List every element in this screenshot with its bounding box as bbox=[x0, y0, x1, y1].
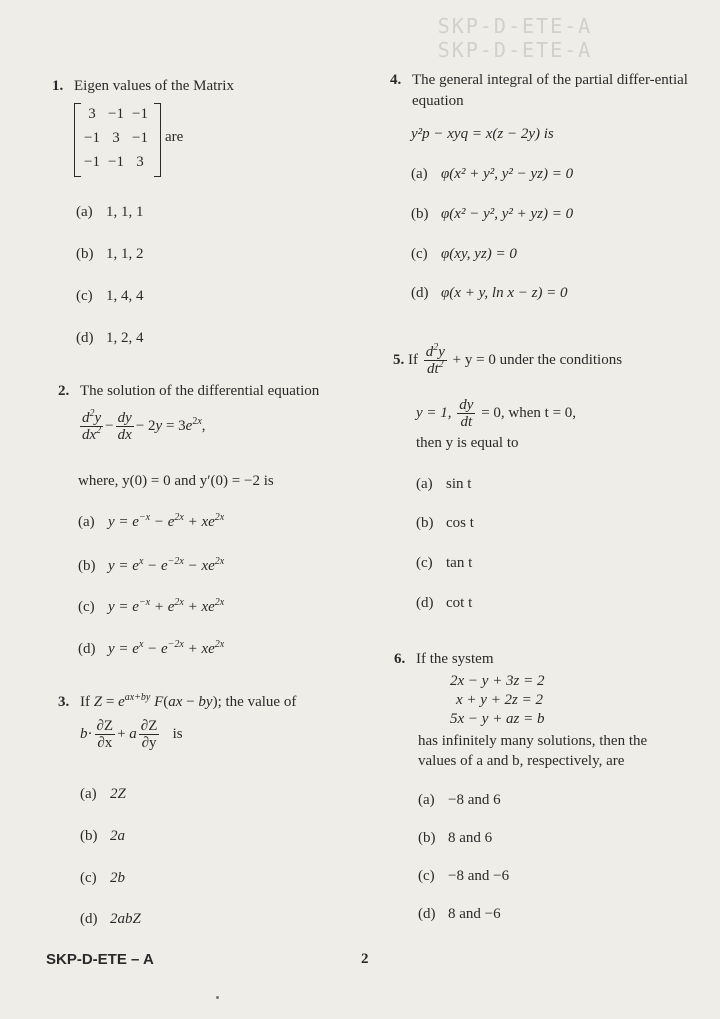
option-3c[interactable]: (c) 2b bbox=[80, 870, 125, 886]
question-5: 5. If $\frac{d^2y}{dt^2}$ + y = 0 under the conditions bbox=[393, 342, 623, 377]
system-equation-3: 5x − y + az = b bbox=[450, 711, 545, 727]
matrix-cell: −1 bbox=[84, 154, 100, 170]
pde-equation: y²p − xyq = x(z − 2y) is bbox=[411, 126, 554, 142]
option-2a[interactable]: (a) $y = e^{-x} - e^{2x} + xe^{2x}$ bbox=[78, 512, 225, 530]
matrix-cell: 3 bbox=[112, 130, 120, 146]
option-1c[interactable]: (c) 1, 4, 4 bbox=[76, 288, 144, 304]
matrix-cell: −1 bbox=[132, 130, 148, 146]
question-1 bbox=[52, 76, 352, 97]
eigen-matrix bbox=[80, 104, 152, 172]
question-6 bbox=[394, 649, 694, 670]
matrix-cell: −1 bbox=[108, 154, 124, 170]
option-4c[interactable]: (c) φ(xy, yz) = 0 bbox=[411, 246, 517, 262]
matrix-cell: −1 bbox=[84, 130, 100, 146]
faded-header-watermark: SKP-D-ETE-A SKP-D-ETE-A bbox=[437, 14, 593, 62]
option-1d[interactable]: (d) 1, 2, 4 bbox=[76, 330, 144, 346]
option-4d[interactable]: (d) φ(x + y, ln x − z) = 0 bbox=[411, 285, 568, 301]
option-5a[interactable]: (a) sin t bbox=[416, 476, 472, 492]
initial-conditions: where, y(0) = 0 and y′(0) = −2 is bbox=[78, 473, 274, 489]
question-text: Eigen values of the Matrix bbox=[74, 78, 234, 94]
question-number: 1. bbox=[52, 78, 64, 94]
page-number: 2 bbox=[361, 951, 369, 967]
matrix-suffix: are bbox=[165, 129, 184, 145]
matrix-cell: −1 bbox=[132, 106, 148, 122]
question-number: 6. bbox=[394, 651, 406, 667]
option-5c[interactable]: (c) tan t bbox=[416, 555, 473, 571]
option-3d[interactable]: (d) 2abZ bbox=[80, 911, 141, 927]
option-2c[interactable]: (c) $y = e^{-x} + e^{2x} + xe^{2x}$ bbox=[78, 597, 225, 615]
option-2b[interactable]: (b) $y = e^x - e^{-2x} - xe^{2x}$ bbox=[78, 556, 225, 574]
system-equation-2: x + y + 2z = 2 bbox=[456, 692, 544, 708]
option-4a[interactable]: (a) φ(x² + y², y² − yz) = 0 bbox=[411, 166, 574, 182]
matrix-cell: 3 bbox=[136, 154, 144, 170]
option-5d[interactable]: (d) cot t bbox=[416, 595, 473, 611]
question-number: 4. bbox=[390, 72, 402, 88]
initial-conditions: y = 1, $\frac{dy}{dt}$ = 0, when t = 0, bbox=[416, 397, 577, 430]
question-3: 3. If $Z = e^{ax+by}$ F(ax − by); the value of bbox=[58, 692, 358, 713]
footer-exam-code: SKP-D-ETE – A bbox=[46, 951, 154, 968]
question-2 bbox=[58, 381, 358, 402]
option-3a[interactable]: (a) 2Z bbox=[80, 786, 126, 802]
question-text: The general integral of the partial differ-ential equation bbox=[412, 72, 688, 109]
matrix-right-bracket bbox=[154, 103, 161, 177]
question-number: 2. bbox=[58, 383, 70, 399]
matrix-cell: −1 bbox=[108, 106, 124, 122]
question-body: values of a and b, respectively, are bbox=[418, 753, 625, 769]
question-number: 3. bbox=[58, 694, 70, 710]
option-2d[interactable]: (d) $y = e^x - e^{-2x} + xe^{2x}$ bbox=[78, 639, 225, 657]
partial-expression: b· $\frac{\partial Z}{\partial x}$ + a $\frac{\partial Z}{\partial y}$ is bbox=[80, 718, 183, 751]
option-6c[interactable]: (c) −8 and −6 bbox=[418, 868, 510, 884]
option-6b[interactable]: (b) 8 and 6 bbox=[418, 830, 493, 846]
scan-speck bbox=[216, 996, 219, 999]
option-1b[interactable]: (b) 1, 1, 2 bbox=[76, 246, 144, 262]
question-text: If the system bbox=[416, 651, 494, 667]
option-6a[interactable]: (a) −8 and 6 bbox=[418, 792, 501, 808]
option-6d[interactable]: (d) 8 and −6 bbox=[418, 906, 501, 922]
option-5b[interactable]: (b) cos t bbox=[416, 515, 474, 531]
option-3b[interactable]: (b) 2a bbox=[80, 828, 125, 844]
matrix-cell: 3 bbox=[88, 106, 96, 122]
option-1a[interactable]: (a) 1, 1, 1 bbox=[76, 204, 144, 220]
differential-equation: $\frac{d^2y}{dx^2}$ − $\frac{dy}{dx}$ − $2y = 3e^{2x}$, bbox=[82, 408, 206, 443]
question-body: has infinitely many solutions, then the bbox=[418, 733, 648, 749]
question-text: The solution of the differential equation bbox=[80, 383, 320, 399]
option-4b[interactable]: (b) φ(x² − y², y² + yz) = 0 bbox=[411, 206, 574, 222]
system-equation-1: 2x − y + 3z = 2 bbox=[450, 673, 545, 689]
question-number: 5. bbox=[393, 351, 405, 368]
question-text: then y is equal to bbox=[416, 435, 519, 451]
question-4 bbox=[390, 70, 690, 112]
